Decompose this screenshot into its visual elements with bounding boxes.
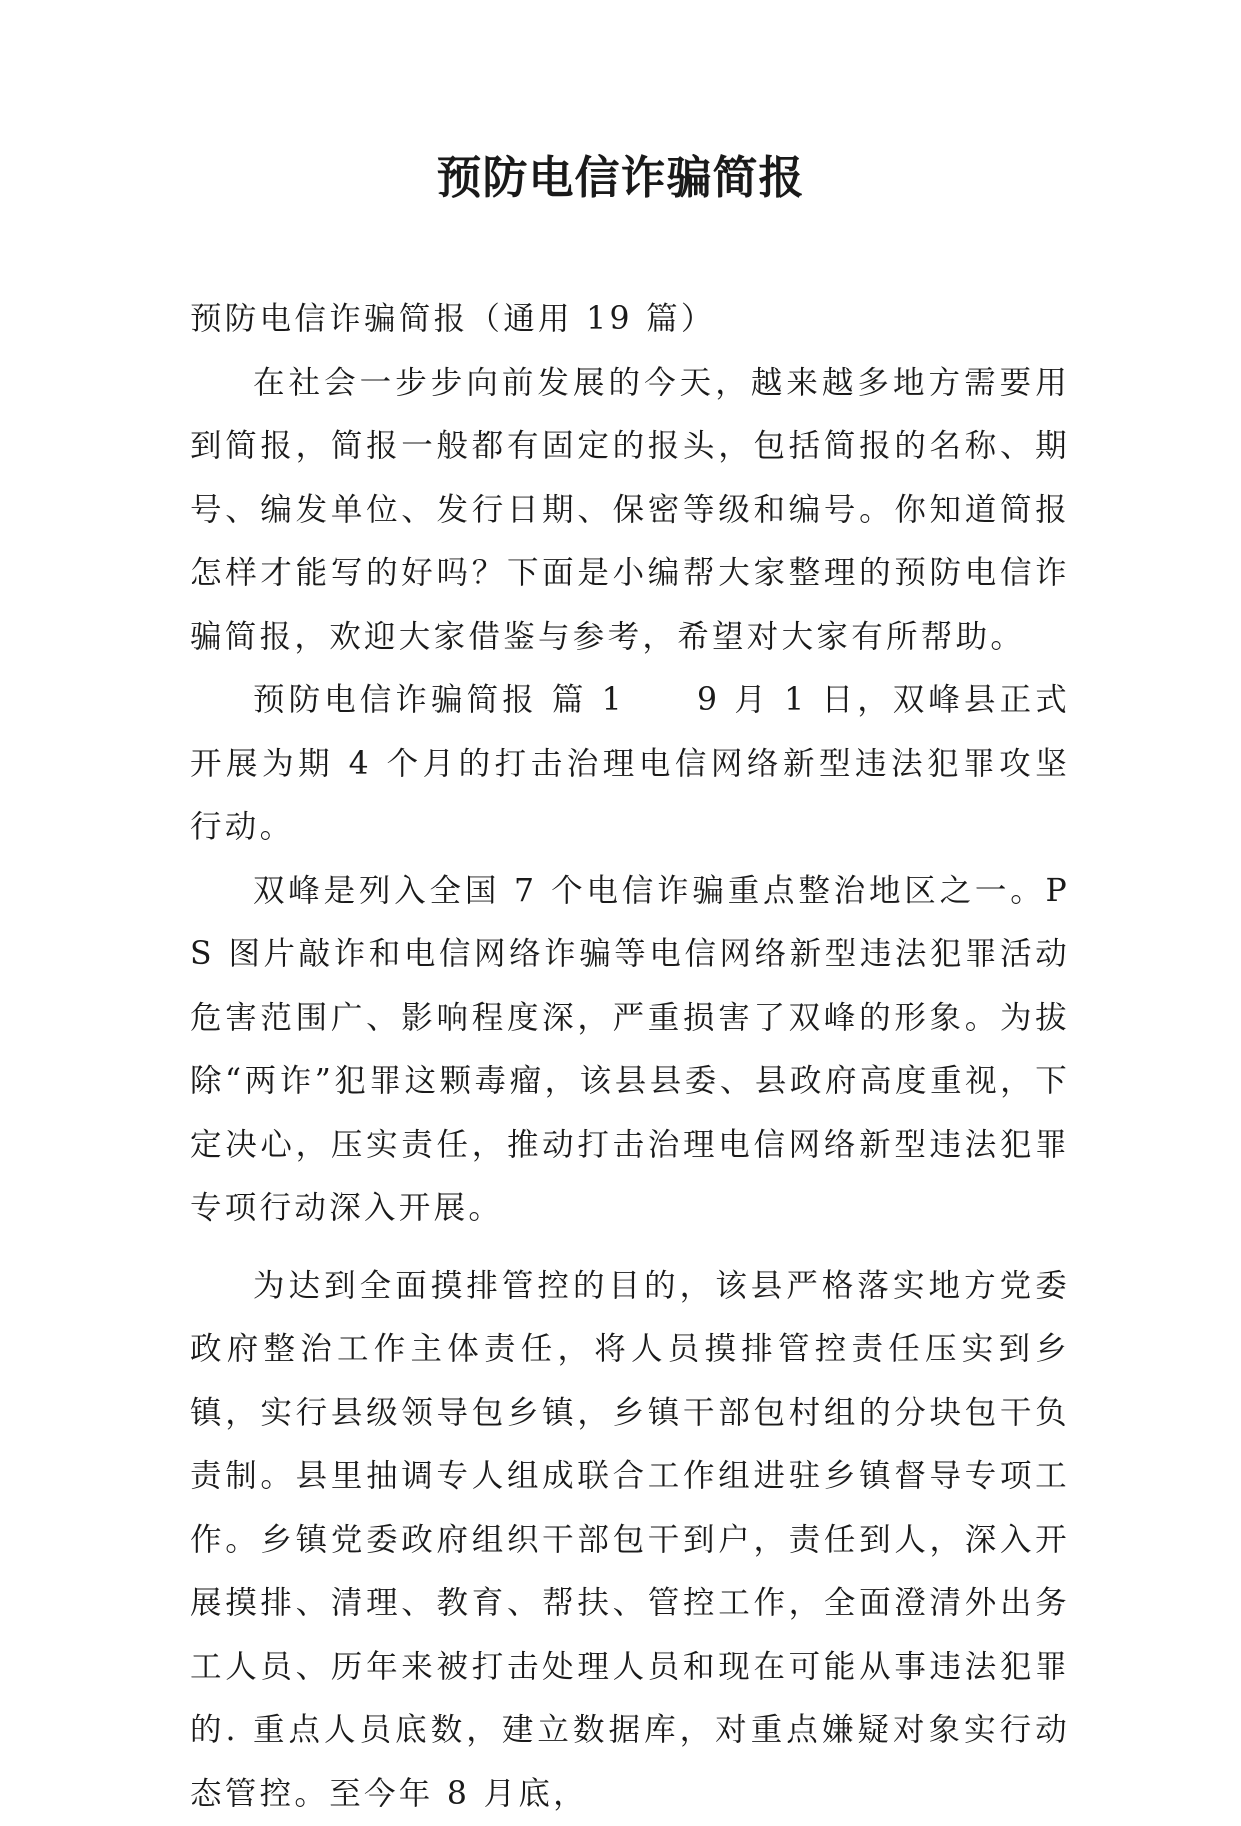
document-subtitle: 预防电信诈骗简报（通用 19 篇） [190,288,1070,352]
document-title: 预防电信诈骗简报 [0,148,1241,208]
paragraph-intro: 在社会一步步向前发展的今天，越来越多地方需要用到简报，简报一般都有固定的报头，包括简报的名称、期号、编发单位、发行日期、保密等级和编号。你知道简报怎样才能写的好吗？下面是小编帮大家整理的预防电信诈骗简报，欢迎大家借鉴与参考，希望对大家有所帮助。 [190,352,1070,670]
paragraph-section-1: 预防电信诈骗简报 篇 1 9 月 1 日，双峰县正式开展为期 4 个月的打击治理电信网络新型违法犯罪攻坚行动。 [190,669,1070,860]
paragraph-control: 为达到全面摸排管控的目的，该县严格落实地方党委政府整治工作主体责任，将人员摸排管控责任压实到乡镇，实行县级领导包乡镇，乡镇干部包村组的分块包干负责制。县里抽调专人组成联合工作组进驻乡镇督导专项工作。乡镇党委政府组织干部包干到户，责任到人，深入开展摸排、清理、教育、帮扶、管控工作，全面澄清外出务工人员、历年来被打击处理人员和现在可能从事违法犯罪的. 重点人员底数，建立数据库，对重点嫌疑对象实行动态管控。至今年 8 月底， [190,1255,1070,1826]
document-body [190,288,1070,1826]
paragraph-shuangfeng: 双峰是列入全国 7 个电信诈骗重点整治地区之一。PS 图片敲诈和电信网络诈骗等电信网络新型违法犯罪活动危害范围广、影响程度深，严重损害了双峰的形象。为拔除“两诈”犯罪这颗毒瘤，该县县委、县政府高度重视，下定决心，压实责任，推动打击治理电信网络新型违法犯罪专项行动深入开展。 [190,860,1070,1241]
